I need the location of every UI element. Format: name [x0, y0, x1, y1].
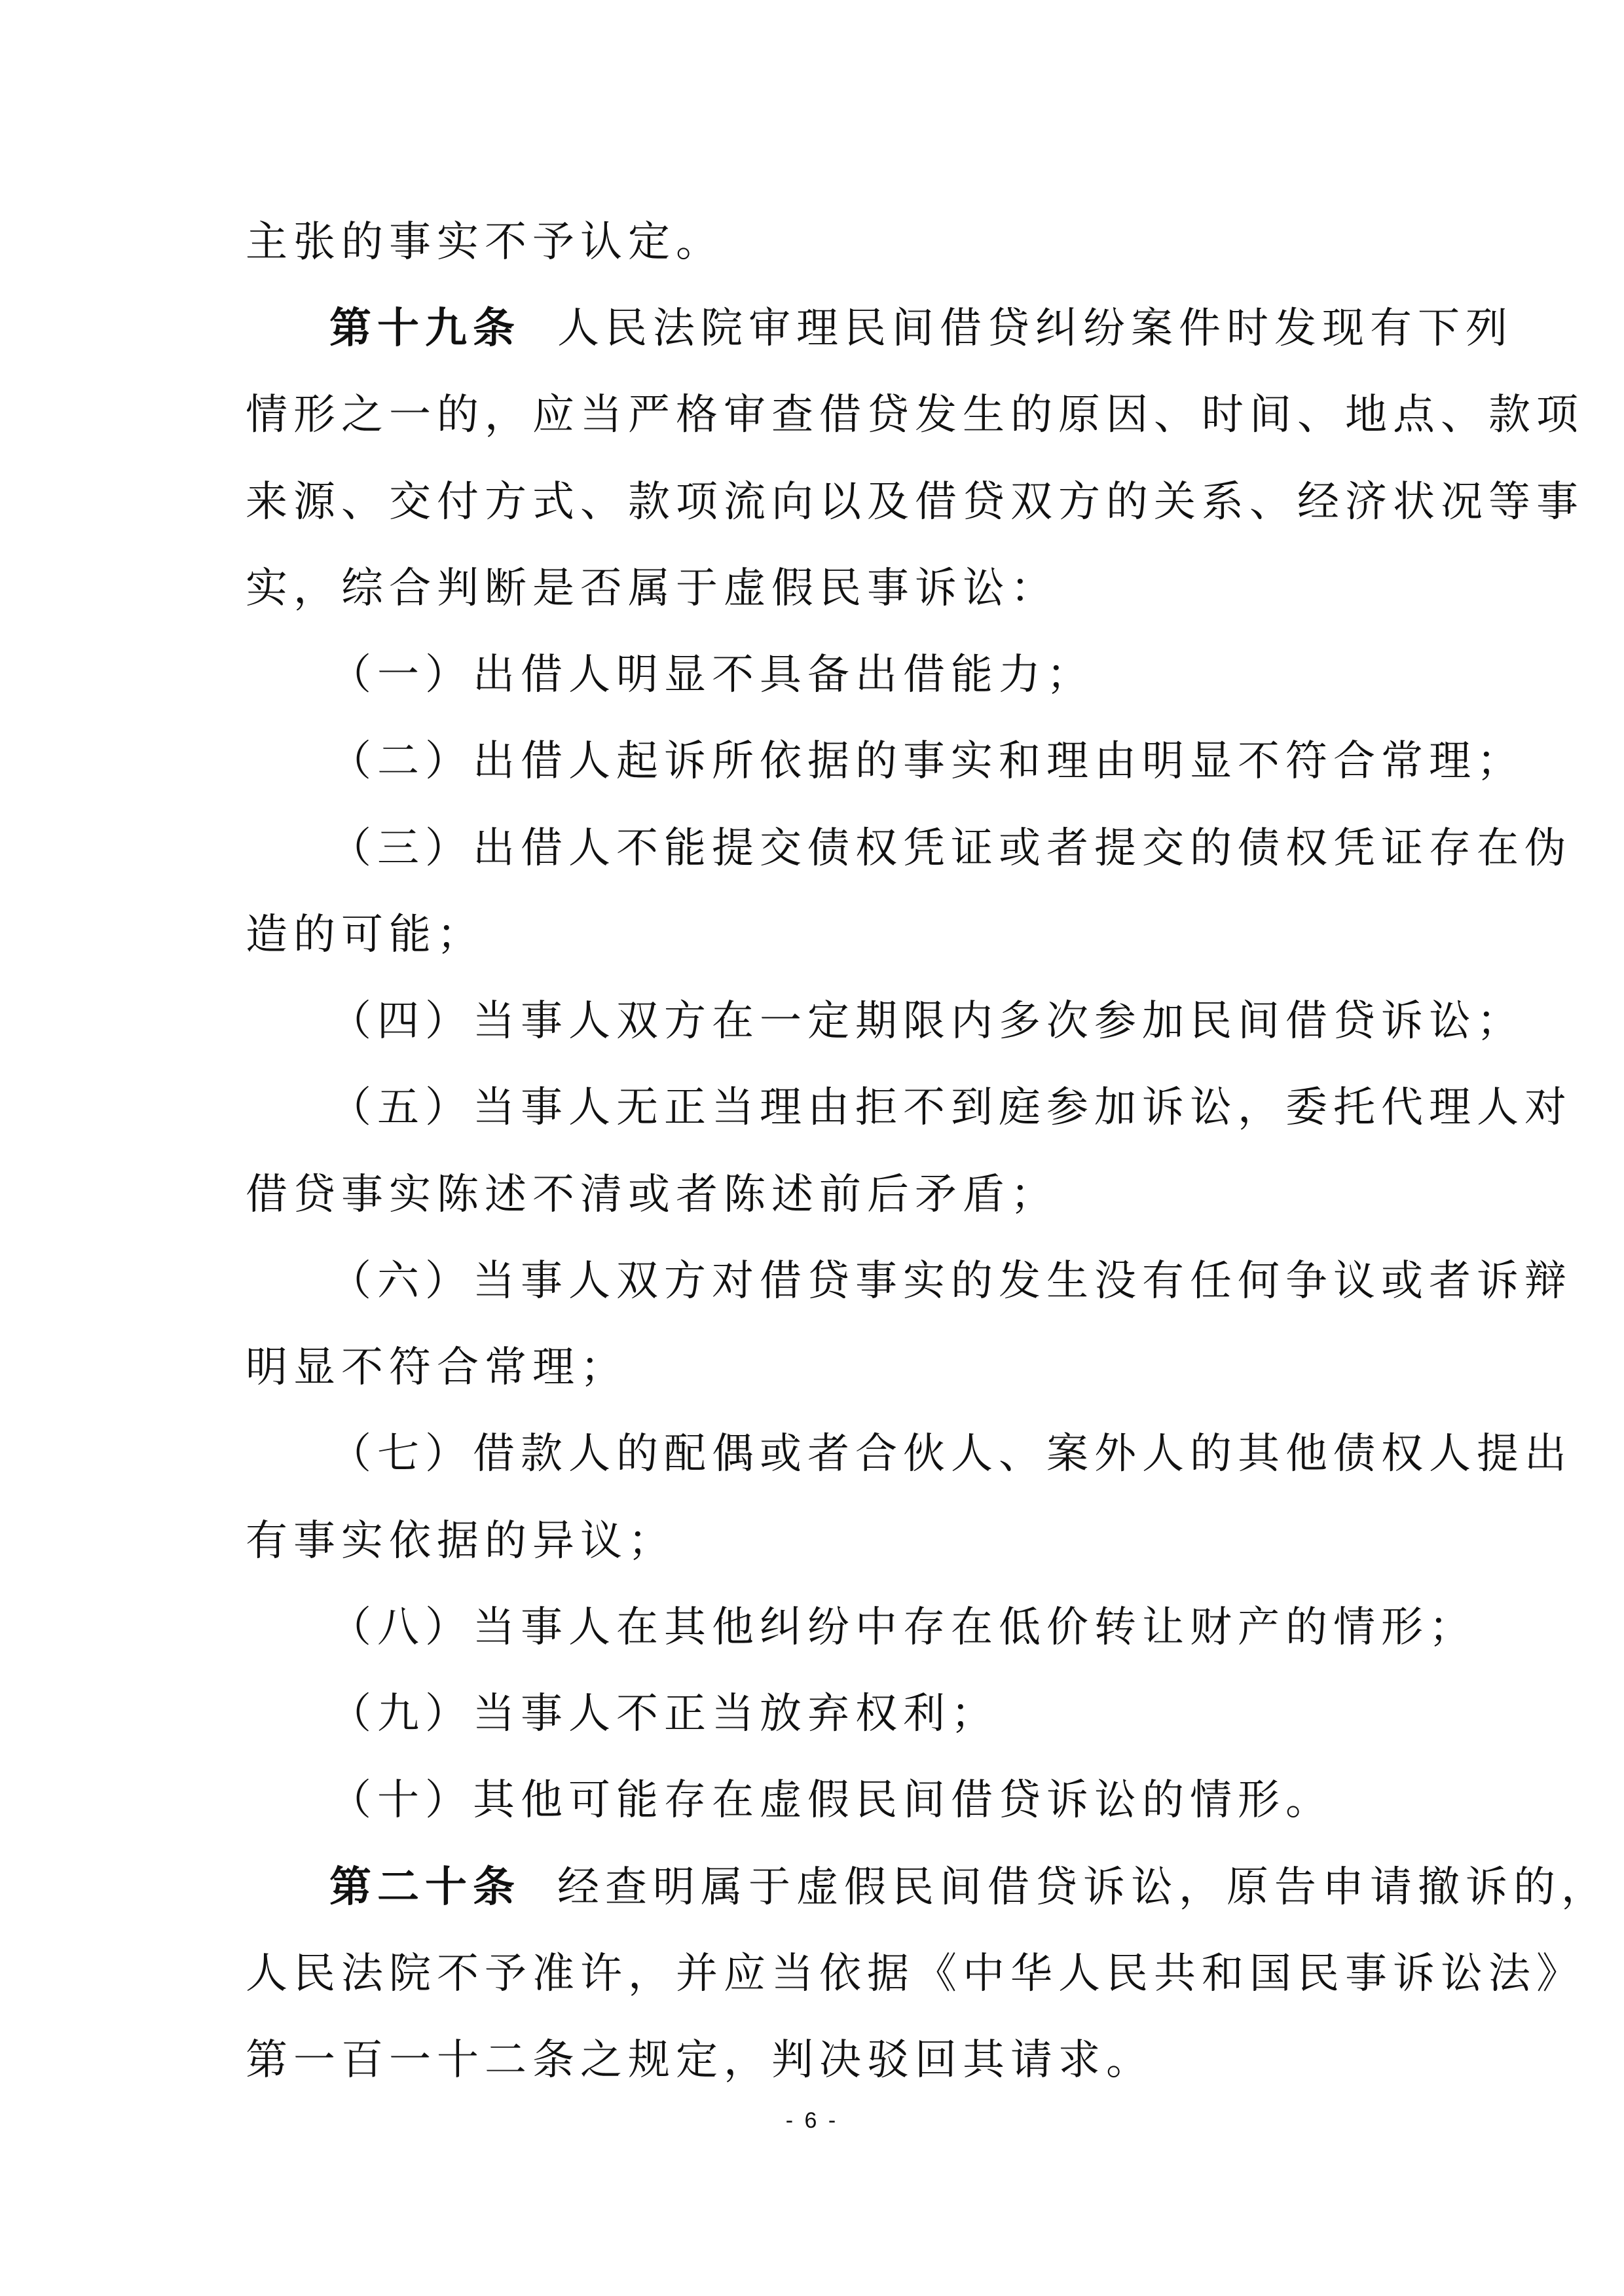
- line-text: 人民法院不予准许，并应当依据《中华人民共和国民事诉讼法》: [246, 1950, 1584, 1998]
- line-text: 来源、交付方式、款项流向以及借贷双方的关系、经济状况等事: [246, 478, 1584, 526]
- line-text: 第一百一十二条之规定，判决驳回其请求。: [246, 2036, 1154, 2085]
- article-19-heading: 第十九条: [329, 304, 521, 353]
- list-item: [329, 1774, 1333, 1827]
- list-item: [329, 995, 1524, 1048]
- list-item: [329, 822, 1572, 875]
- list-item: [329, 735, 1524, 788]
- line-text: （五）当事人无正当理由拒不到庭参加诉讼，委托代理人对: [329, 1084, 1572, 1132]
- line-text: （九）当事人不正当放弃权利；: [329, 1690, 999, 1738]
- line-text: 造的可能；: [246, 911, 485, 959]
- article-19-first-line: [329, 302, 1513, 355]
- line-text: （三）出借人不能提交债权凭证或者提交的债权凭证存在伪: [329, 824, 1572, 873]
- line-text: 主张的事实不予认定。: [246, 218, 724, 266]
- text-line: [246, 1341, 628, 1394]
- line-text: 情形之一的，应当严格审查借贷发生的原因、时间、地点、款项: [246, 391, 1584, 439]
- line-text: 有事实依据的异议；: [246, 1517, 676, 1565]
- text-line: [246, 909, 485, 961]
- line-text: （十）其他可能存在虚假民间借贷诉讼的情形。: [329, 1776, 1333, 1825]
- line-text: 人民法院审理民间借贷纠纷案件时发现有下列: [557, 304, 1513, 353]
- text-line: [246, 2034, 1154, 2086]
- line-text: 实，综合判断是否属于虚假民事诉讼：: [246, 564, 1058, 613]
- list-item: [329, 1601, 1477, 1654]
- line-text: （一）出借人明显不具备出借能力；: [329, 651, 1094, 699]
- line-text: （四）当事人双方在一定期限内多次参加民间借贷诉讼；: [329, 997, 1524, 1046]
- line-text: （二）出借人起诉所依据的事实和理由明显不符合常理；: [329, 737, 1524, 786]
- line-text: （七）借款人的配偶或者合伙人、案外人的其他债权人提出: [329, 1430, 1572, 1478]
- line-text: 借贷事实陈述不清或者陈述前后矛盾；: [246, 1171, 1058, 1219]
- text-line: [246, 562, 1058, 615]
- text-line: [246, 216, 724, 268]
- text-line: [246, 1948, 1584, 2000]
- article-20-heading: 第二十条: [329, 1863, 521, 1912]
- article-20-first-line: [329, 1861, 1609, 1914]
- line-text: 经查明属于虚假民间借贷诉讼，原告申请撤诉的，: [557, 1863, 1609, 1912]
- list-item: [329, 1428, 1572, 1480]
- list-item: [329, 1255, 1572, 1307]
- list-item: [329, 649, 1094, 701]
- page-number: - 6 -: [785, 2108, 839, 2133]
- text-line: [246, 1515, 676, 1567]
- line-text: 明显不符合常理；: [246, 1343, 628, 1392]
- list-item: [329, 1688, 999, 1740]
- list-item: [329, 1082, 1572, 1134]
- text-line: [246, 389, 1584, 441]
- text-line: [246, 1169, 1058, 1221]
- line-text: （八）当事人在其他纠纷中存在低价转让财产的情形；: [329, 1603, 1477, 1652]
- text-line: [246, 476, 1584, 528]
- line-text: （六）当事人双方对借贷事实的发生没有任何争议或者诉辩: [329, 1257, 1572, 1305]
